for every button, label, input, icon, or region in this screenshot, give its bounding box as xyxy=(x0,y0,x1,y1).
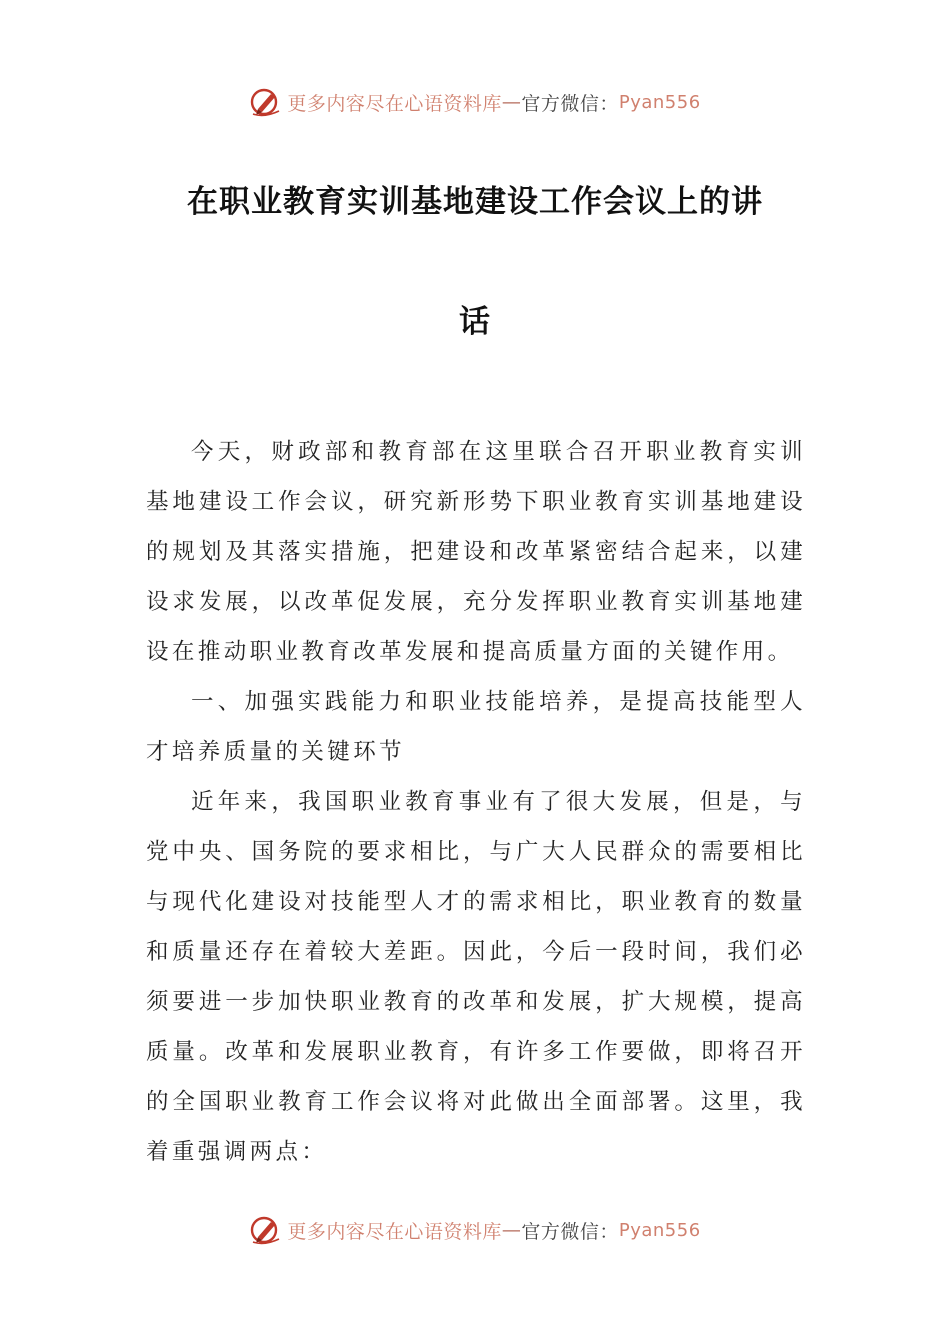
watermark-wechat-id: Pyan556 xyxy=(618,91,701,113)
pen-logo-icon xyxy=(249,1213,283,1247)
watermark-official-label: 官方微信： xyxy=(521,92,619,115)
watermark-official-label: 官方微信： xyxy=(521,1220,619,1243)
watermark-brand-text: 更多内容尽在心语资料库 xyxy=(287,92,502,115)
paragraph-recent-years: 近年来，我国职业教育事业有了很大发展，但是，与党中央、国务院的要求相比，与广大人民群众的需要相比与现代化建设对技能型人才的需求相比，职业教育的数量和质量还存在着较大差距。因此，今后一段时间，我们必须要进一步加快职业教育的改革和发展，扩大规模，提高质量。改革和发展职业教育，有许多工作要做，即将召开的全国职业教育工作会议将对此做出全面部署。这里，我着重强调两点： xyxy=(146,789,806,1165)
watermark-dash: — xyxy=(501,1219,522,1241)
document-title-line-2: 话 xyxy=(459,304,491,340)
document-body xyxy=(146,427,806,1177)
watermark-wechat-id: Pyan556 xyxy=(618,1219,701,1241)
paragraph-heading-one: 一、加强实践能力和职业技能培养，是提高技能型人才培养质量的关键环节 xyxy=(146,689,806,765)
watermark-dash: — xyxy=(501,91,522,113)
paragraph-intro: 今天，财政部和教育部在这里联合召开职业教育实训基地建设工作会议，研究新形势下职业教育实训基地建设的规划及其落实措施，把建设和改革紧密结合起来，以建设求发展，以改革促发展，充分发挥职业教育实训基地建设在推动职业教育改革发展和提高质量方面的关键作用。 xyxy=(146,439,806,665)
pen-logo-icon xyxy=(249,85,283,119)
watermark-brand-text: 更多内容尽在心语资料库 xyxy=(287,1220,502,1243)
header-watermark xyxy=(0,82,950,122)
document-title-line-1: 在职业教育实训基地建设工作会议上的讲 xyxy=(187,184,763,220)
footer-watermark xyxy=(0,1210,950,1250)
